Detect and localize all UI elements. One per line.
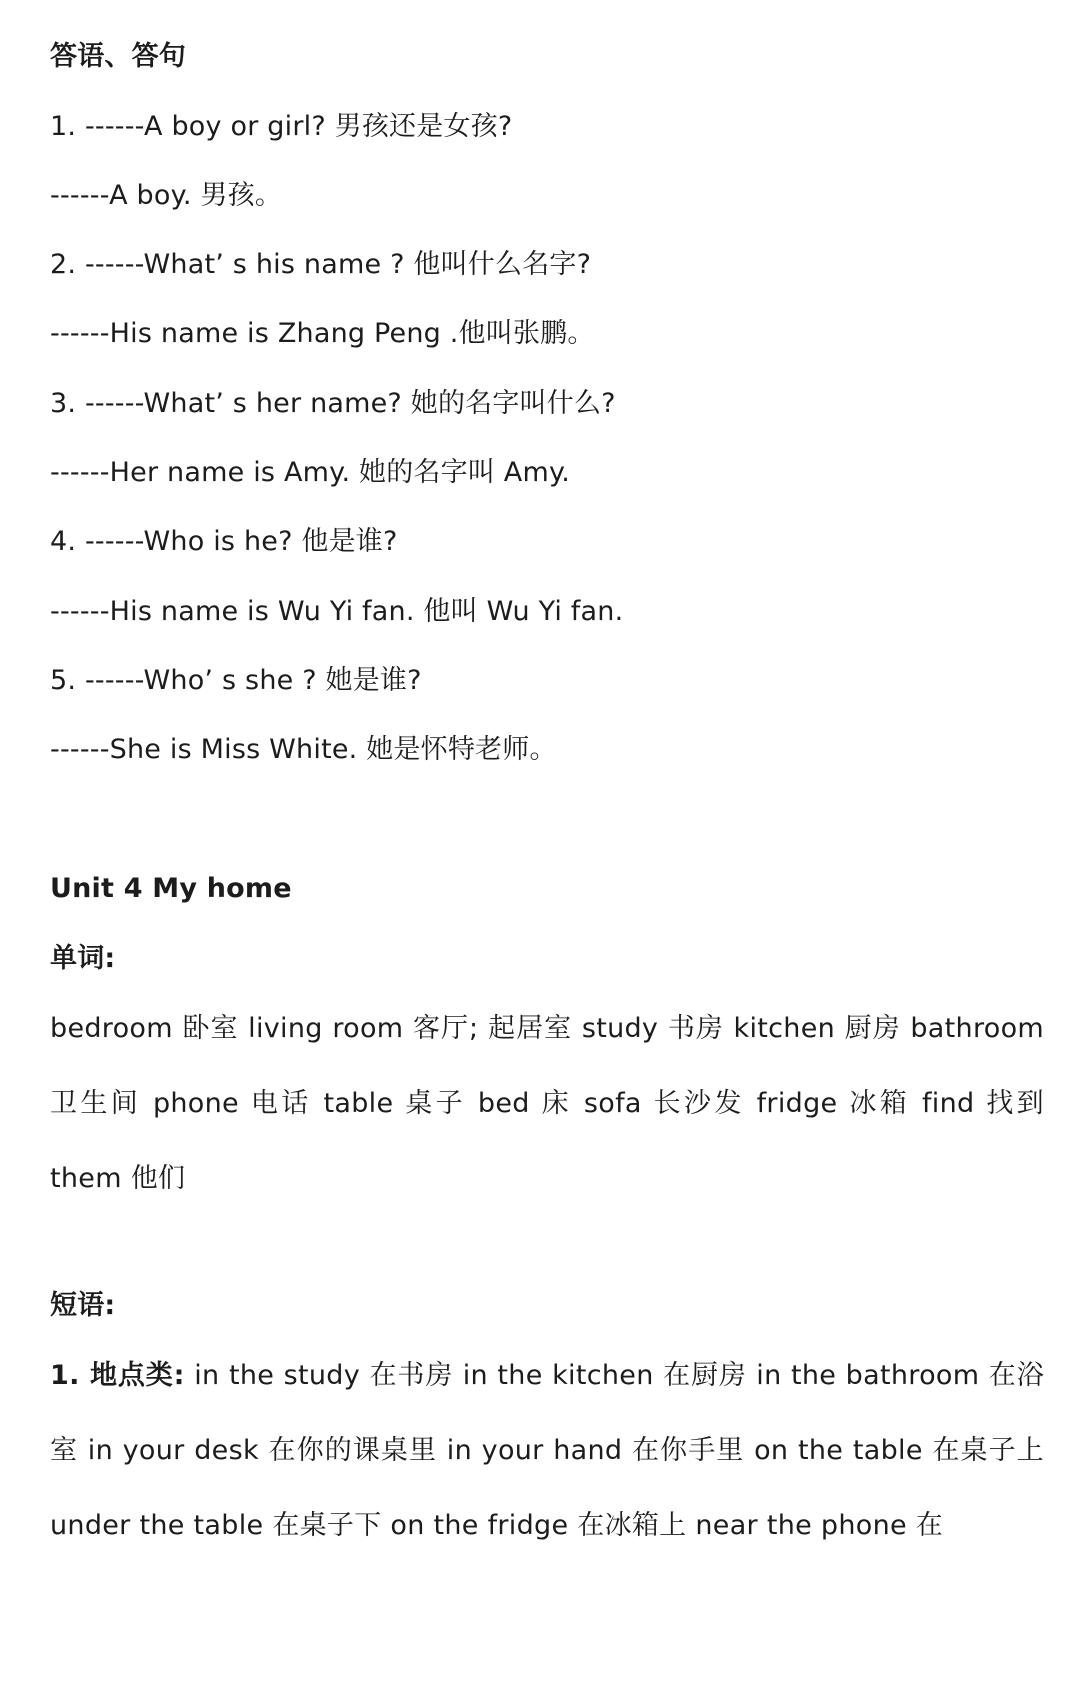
dialogue-line-2: ------A boy. 男孩。 [50,180,283,211]
dialogue-line-5: 3. ------What’ s her name? 她的名字叫什么? [50,388,616,419]
dialogue-line-6: ------Her name is Amy. 她的名字叫 Amy. [50,457,571,488]
vocab-heading: 单词: [50,943,116,974]
dialogue-line-9: 5. ------Who’ s she ? 她是谁? [50,665,422,696]
dialogue-line-7: 4. ------Who is he? 他是谁? [50,526,398,557]
unit-title: Unit 4 My home [50,873,292,904]
dialogue-line-1: 1. ------A boy or girl? 男孩还是女孩? [50,111,513,142]
section-heading-answers: 答语、答句 [50,41,186,72]
phrase-category-label: 1. 地点类: [50,1360,185,1391]
dialogue-line-10: ------She is Miss White. 她是怀特老师。 [50,734,557,765]
vocab-paragraph: bedroom 卧室 living room 客厅; 起居室 study 书房 kitchen 厨房 bathroom 卫生间 phone 电话 table 桌子 bed 床 sofa 长沙发 fridge 冰箱 find 找到 them 他们 [50,1013,1044,1194]
dialogue-line-4: ------His name is Zhang Peng .他叫张鹏。 [50,318,595,349]
dialogue-line-3: 2. ------What’ s his name ? 他叫什么名字? [50,249,592,280]
phrase-heading: 短语: [50,1290,116,1321]
phrase-paragraph [50,1338,1044,1563]
dialogue-line-8: ------His name is Wu Yi fan. 他叫 Wu Yi fan. [50,596,624,627]
phrase-text: in the study 在书房 in the kitchen 在厨房 in the bathroom 在浴室 in your desk 在你的课桌里 in your hand 在你手里 on the table 在桌子上 under the table 在桌子下 on the fridge 在冰箱上 near the phone 在 [50,1360,1045,1541]
